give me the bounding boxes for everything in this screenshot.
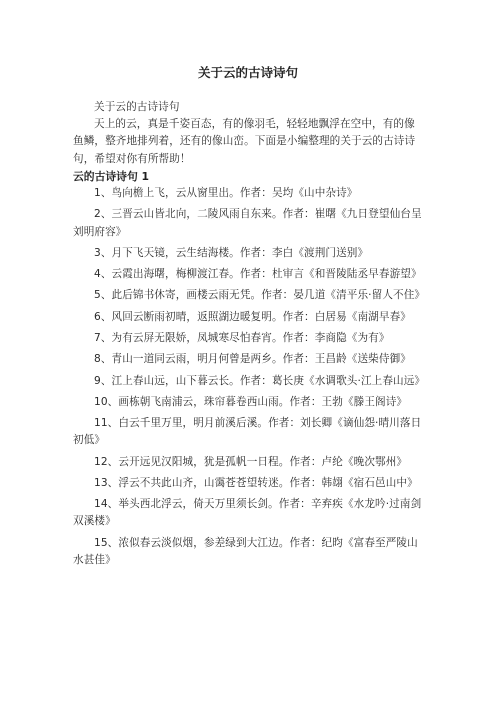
- poem-item-13: 13、浮云不共此山齐，山霭苍苍望转迷。作者：韩翃《宿石邑山中》: [94, 476, 418, 489]
- intro-paragraph: 天上的云，真是千姿百态，有的像羽毛，轻轻地飘浮在空中，有的像鱼鳞，整齐地排列着，还有的像山峦。下面是小编整理的关于云的古诗诗句，希望对你有所帮助！: [73, 118, 416, 165]
- poem-item-2: 2、三晋云山皆北向，二陵风雨自东来。作者：崔曙《九日登望仙台呈刘明府容》: [73, 208, 422, 238]
- poem-item-11: 11、白云千里万里，明月前溪后溪。作者：刘长卿《谪仙怨·晴川落日初低》: [73, 417, 422, 447]
- intro-heading: 关于云的古诗诗句: [94, 101, 180, 113]
- poem-item-14: 14、举头西北浮云，倚天万里须长剑。作者：辛弃疾《水龙吟·过南剑双溪楼》: [73, 498, 422, 528]
- poem-item-8: 8、青山一道同云雨，明月何曾是两乡。作者：王昌龄《送柴侍御》: [94, 353, 411, 366]
- document-title: 关于云的古诗诗句: [197, 65, 298, 80]
- poem-item-6: 6、风回云断雨初晴，返照湖边暖复明。作者：白居易《南湖早春》: [94, 310, 411, 323]
- poem-item-9: 9、江上春山远，山下暮云长。作者：葛长庚《水调歌头·江上春山远》: [94, 374, 426, 387]
- poem-item-3: 3、月下飞天镜，云生结海楼。作者：李白《渡荆门送别》: [94, 246, 369, 259]
- poem-item-12: 12、云开远见汉阳城，犹是孤帆一日程。作者：卢纶《晚次鄂州》: [94, 455, 408, 468]
- poem-list: [73, 185, 426, 569]
- poem-item-7: 7、为有云屏无限娇，凤城寒尽怕春宵。作者：李商隐《为有》: [94, 332, 390, 344]
- section-heading: 云的古诗诗句 1: [73, 169, 150, 183]
- poem-item-5: 5、此后锦书休寄，画楼云雨无凭。作者：晏几道《清平乐·留人不住》: [94, 289, 426, 302]
- poem-item-1: 1、鸟向檐上飞，云从窗里出。作者：吴均《山中杂诗》: [94, 187, 358, 200]
- poem-item-10: 10、画栋朝飞南浦云，珠帘暮卷西山雨。作者：王勃《滕王阁诗》: [94, 395, 408, 408]
- poem-item-15: 15、浓似春云淡似烟，参差绿到大江边。作者：纪昀《富春至严陵山水甚佳》: [73, 536, 418, 566]
- poem-item-4: 4、云霞出海曙，梅柳渡江春。作者：杜审言《和晋陵陆丞早春游望》: [94, 268, 422, 281]
